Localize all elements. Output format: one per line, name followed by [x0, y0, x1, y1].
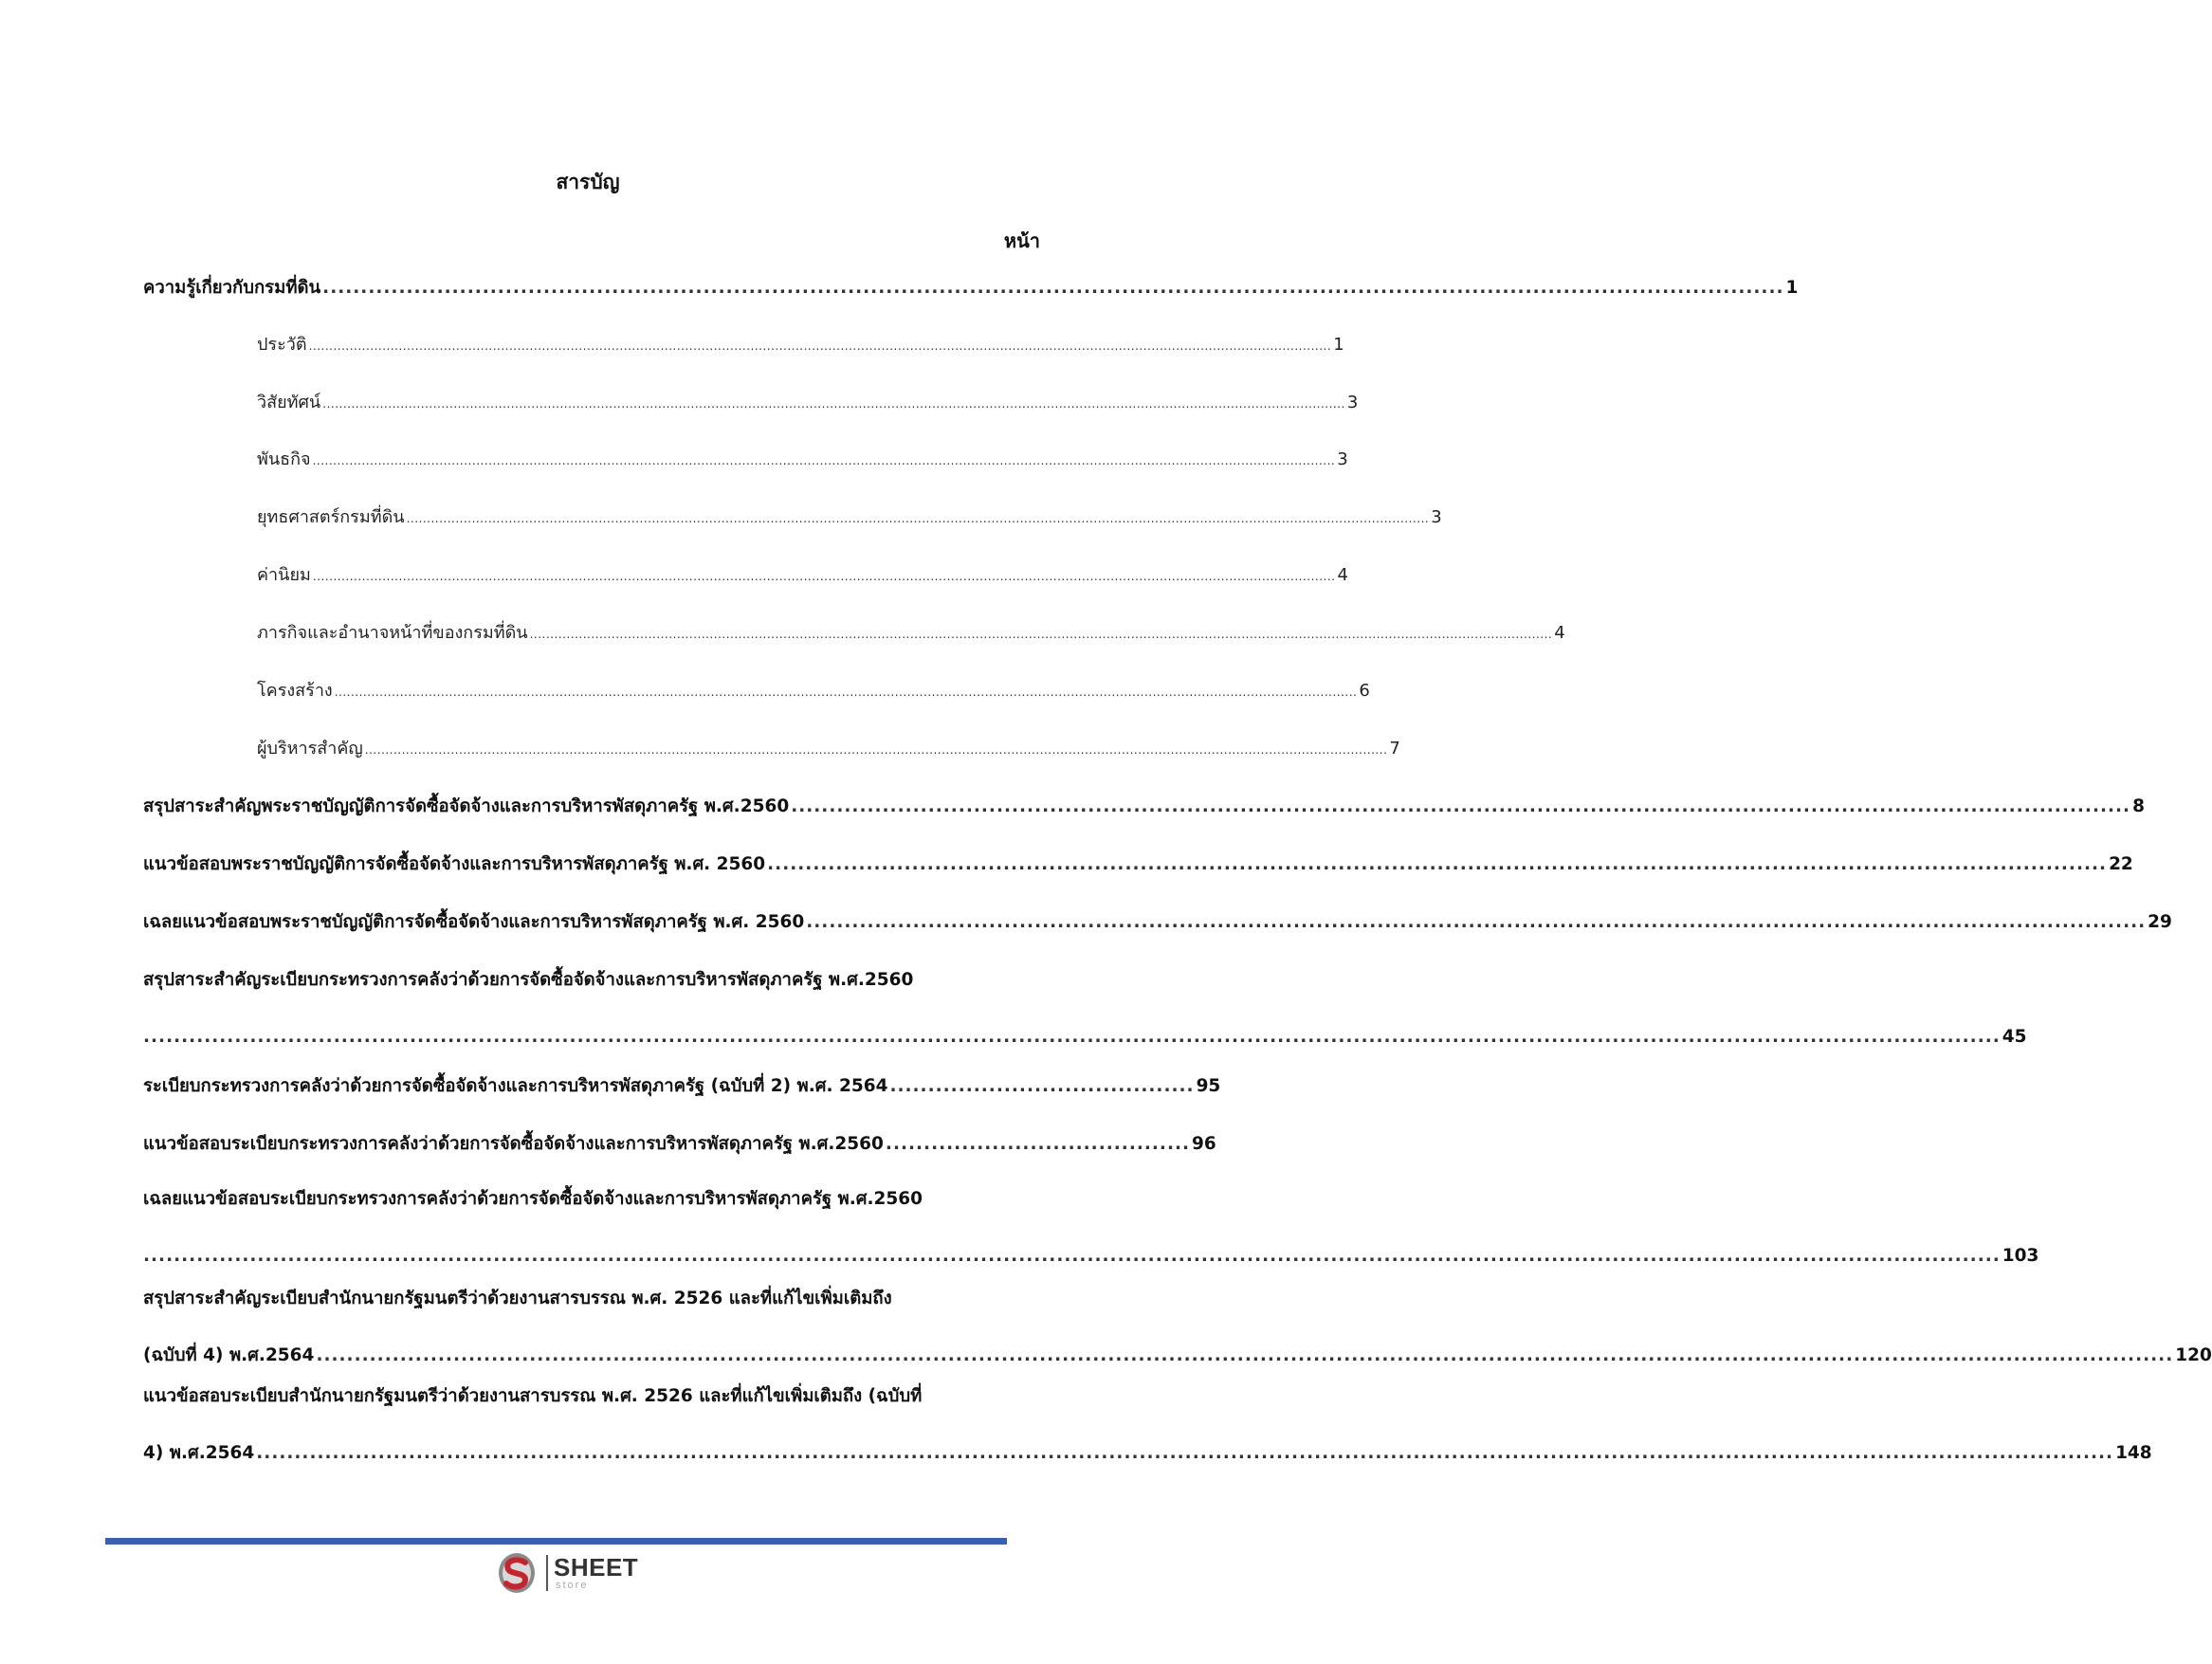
toc-entry[interactable] — [143, 1130, 1216, 1159]
toc-entry-title: แนวข้อสอบพระราชบัญญัติการจัดซื้อจัดจ้างและการบริหารพัสดุภาครัฐ พ.ศ. 2560 — [143, 854, 766, 874]
leader-dots: ................................................................................................................................................................................ — [767, 854, 2108, 874]
toc-entry[interactable] — [143, 850, 2133, 879]
toc-entry[interactable] — [143, 1285, 2212, 1370]
toc-entry-title: เฉลยแนวข้อสอบระเบียบกระทรวงการคลังว่าด้วยการจัดซื้อจัดจ้างและการบริหารพัสดุภาครัฐ พ.ศ.2560 — [143, 1189, 923, 1209]
leader-dots: .......................................................................................................................................................................................................................................................... — [308, 339, 1332, 353]
toc-entry-page: 4 — [1337, 565, 1348, 585]
toc-entry-page: 120 — [2175, 1345, 2212, 1365]
leader-dots: .......................................................................................................................................................................................................................................................... — [529, 628, 1553, 641]
toc-entry-title: ยุทธศาสตร์กรมที่ดิน — [257, 507, 405, 527]
toc-entry[interactable] — [143, 1382, 2152, 1468]
toc-subentry[interactable] — [143, 735, 1400, 764]
toc-entry-title: สรุปสาระสำคัญระเบียบกระทรวงการคลังว่าด้วยการจัดซื้อจัดจ้างและการบริหารพัสดุภาครัฐ พ.ศ.2560 — [143, 970, 914, 990]
toc-entry-title: เฉลยแนวข้อสอบพระราชบัญญัติการจัดซื้อจัดจ้างและการบริหารพัสดุภาครัฐ พ.ศ. 2560 — [143, 912, 805, 932]
toc-entry-title: ภารกิจและอำนาจหน้าที่ของกรมที่ดิน — [257, 623, 528, 643]
toc-entry-title: ระเบียบกระทรวงการคลังว่าด้วยการจัดซื้อจัดจ้างและการบริหารพัสดุภาครัฐ (ฉบับที่ 2) พ.ศ. 2564 — [143, 1076, 888, 1096]
sheet-store-logo — [497, 1551, 649, 1595]
logo-subtext: store — [556, 1580, 589, 1591]
toc-entry-page: 103 — [2002, 1246, 2039, 1266]
leader-dots: .......................................................................................................................................................................................................................................................... — [312, 570, 1336, 583]
toc-entry-page: 3 — [1346, 393, 1359, 412]
leader-dots: ................................................................................................................................................................................ — [806, 912, 2147, 932]
toc-entry-page: 29 — [2148, 912, 2172, 932]
toc-entry-page: 1 — [1785, 278, 1799, 298]
toc-entry-page: 148 — [2115, 1443, 2152, 1463]
leader-dots: .......................................................................................................................................................................................................................................................... — [322, 397, 1345, 411]
toc-subentry[interactable] — [143, 619, 1565, 649]
toc-title: สารบัญ — [556, 171, 620, 193]
toc-entry-title: แนวข้อสอบระเบียบสำนักนายกรัฐมนตรีว่าด้วยงานสารบรรณ พ.ศ. 2526 และที่แก้ไขเพิ่มเติมถึง (ฉบับที่ — [143, 1386, 923, 1406]
toc-entry-page: 96 — [1192, 1134, 1216, 1154]
toc-entry-title: ประวัติ — [257, 335, 307, 355]
toc-entry-title-cont: 4) พ.ศ.2564 — [143, 1443, 255, 1463]
toc-subentry[interactable] — [143, 503, 1442, 533]
toc-entry-title: ความรู้เกี่ยวกับกรมที่ดิน — [143, 278, 321, 298]
logo-text: SHEET — [554, 1553, 639, 1582]
footer-bar — [105, 1538, 1007, 1545]
toc-entry[interactable] — [143, 274, 1799, 302]
toc-entry[interactable] — [143, 966, 2027, 1051]
toc-entry-title: แนวข้อสอบระเบียบกระทรวงการคลังว่าด้วยการจัดซื้อจัดจ้างและการบริหารพัสดุภาครัฐ พ.ศ.2560 — [143, 1134, 884, 1154]
toc-entry[interactable] — [143, 1185, 2039, 1271]
toc-entry-title-cont: (ฉบับที่ 4) พ.ศ.2564 — [143, 1345, 315, 1365]
leader-dots: ........................................ — [885, 1134, 1191, 1154]
leader-dots: ................................................................................................................................................................................ — [791, 796, 2131, 816]
toc-entry-title: ผู้บริหารสำคัญ — [257, 739, 363, 759]
toc-subentry[interactable] — [143, 677, 1370, 706]
toc-entry-page: 3 — [1337, 449, 1348, 469]
sheet-store-logo-icon — [497, 1551, 537, 1595]
toc-entry-title: วิสัยทัศน์ — [257, 393, 321, 412]
toc-entry-title: พันธกิจ — [257, 449, 311, 469]
toc-entry-page: 3 — [1431, 507, 1442, 527]
toc-entry[interactable] — [143, 793, 2145, 821]
leader-dots: .................................................................................................................................................................................................................................................... — [256, 1443, 2114, 1463]
toc-subentry[interactable] — [143, 446, 1348, 475]
leader-dots: .................................................................................................................................................................................................................................................... — [316, 1345, 2174, 1365]
toc-entry-title: ค่านิยม — [257, 565, 311, 585]
leader-dots: .......................................................................................................................................................................................................................................................... — [364, 743, 1388, 757]
toc-entry-page: 45 — [2002, 1027, 2027, 1047]
toc-entry-page: 22 — [2109, 854, 2133, 874]
leader-dots: .......................................................................................................................................................................................................................................................... — [334, 686, 1358, 699]
leader-dots: .................................................................................................................................................................................................................................................... — [143, 1027, 2001, 1047]
toc-entry-page: 95 — [1196, 1076, 1221, 1096]
toc-entry-page: 1 — [1333, 335, 1344, 355]
leader-dots: .................................................................................................................................................................................................................................................... — [143, 1246, 2001, 1266]
toc-entry-page: 8 — [2132, 796, 2145, 816]
leader-dots: .......................................................................................................................................................................................................................................................... — [406, 512, 1430, 525]
toc-subentry[interactable] — [143, 561, 1348, 591]
toc-entry-page: 4 — [1554, 623, 1565, 643]
leader-dots: ........................................ — [889, 1076, 1195, 1096]
toc-subentry[interactable] — [143, 331, 1344, 360]
leader-dots: .......................................................................................................................................................................................................................................................... — [312, 454, 1336, 467]
toc-subentry[interactable] — [143, 389, 1359, 418]
page-column-header: หน้า — [1003, 229, 1040, 252]
toc-entry-title: โครงสร้าง — [257, 681, 333, 701]
toc-entry-page: 7 — [1389, 739, 1400, 759]
leader-dots: ................................................................................................................................................................................................ — [322, 278, 1784, 298]
toc-entry[interactable] — [143, 1072, 1221, 1101]
logo-separator — [546, 1555, 548, 1591]
toc-entry-page: 6 — [1359, 681, 1370, 701]
toc-entry-title: สรุปสาระสำคัญระเบียบสำนักนายกรัฐมนตรีว่าด้วยงานสารบรรณ พ.ศ. 2526 และที่แก้ไขเพิ่มเติมถึง — [143, 1289, 892, 1308]
toc-entry-title: สรุปสาระสำคัญพระราชบัญญัติการจัดซื้อจัดจ้างและการบริหารพัสดุภาครัฐ พ.ศ.2560 — [143, 796, 790, 816]
toc-entry[interactable] — [143, 908, 2172, 937]
